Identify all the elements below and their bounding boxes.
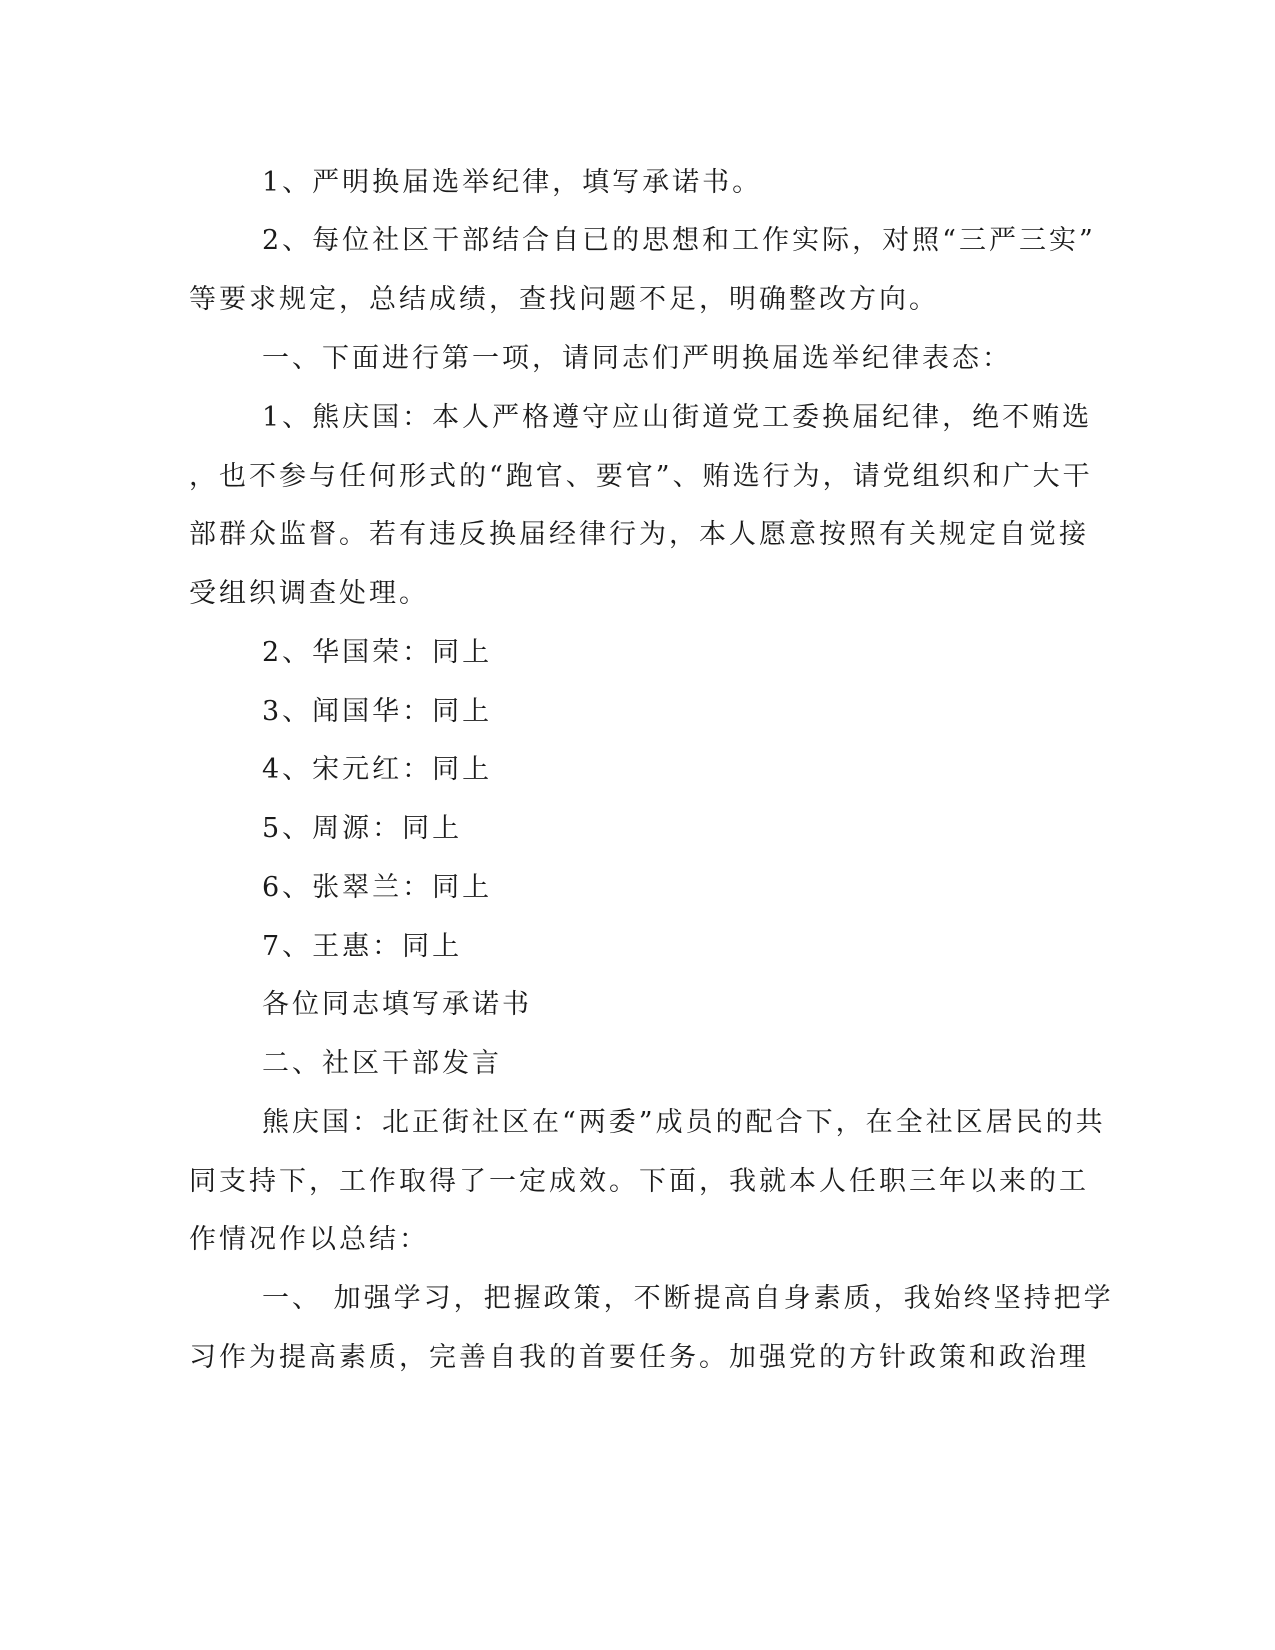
text-line: 一、 加强学习，把握政策，不断提高自身素质，我始终坚持把学 — [262, 1283, 1114, 1314]
text-line: 作情况作以总结： — [189, 1224, 429, 1255]
text-line: 同支持下，工作取得了一定成效。下面，我就本人任职三年以来的工 — [189, 1166, 1089, 1197]
text-line: 等要求规定，总结成绩，查找问题不足，明确整改方向。 — [189, 284, 939, 315]
text-line: 2、华国荣：同上 — [262, 637, 493, 668]
text-line: 3、闻国华：同上 — [262, 696, 493, 727]
text-line: 2、每位社区干部结合自已的思想和工作实际，对照“三严三实” — [262, 225, 1096, 256]
text-line: 一、下面进行第一项，请同志们严明换届选举纪律表态： — [262, 343, 1012, 374]
text-line: 二、社区干部发言 — [262, 1048, 502, 1079]
text-line: 1、熊庆国：本人严格遵守应山街道党工委换届纪律，绝不贿选 — [262, 402, 1093, 433]
text-line: 5、周源：同上 — [262, 813, 463, 844]
text-line: 7、王惠：同上 — [262, 931, 463, 962]
text-line: 部群众监督。若有违反换届经律行为，本人愿意按照有关规定自觉接 — [189, 519, 1089, 550]
text-line: 4、宋元红：同上 — [262, 754, 493, 785]
text-line: 6、张翠兰：同上 — [262, 872, 493, 903]
text-line: 习作为提高素质，完善自我的首要任务。加强党的方针政策和政治理 — [189, 1342, 1089, 1373]
text-line: ，也不参与任何形式的“跑官、要官”、贿选行为，请党组织和广大干 — [189, 461, 1093, 492]
text-line: 各位同志填写承诺书 — [262, 989, 532, 1020]
text-line: 熊庆国：北正街社区在“两委”成员的配合下，在全社区居民的共 — [262, 1107, 1106, 1138]
text-line: 受组织调查处理。 — [189, 578, 429, 609]
text-line: 1、严明换届选举纪律，填写承诺书。 — [262, 167, 763, 198]
